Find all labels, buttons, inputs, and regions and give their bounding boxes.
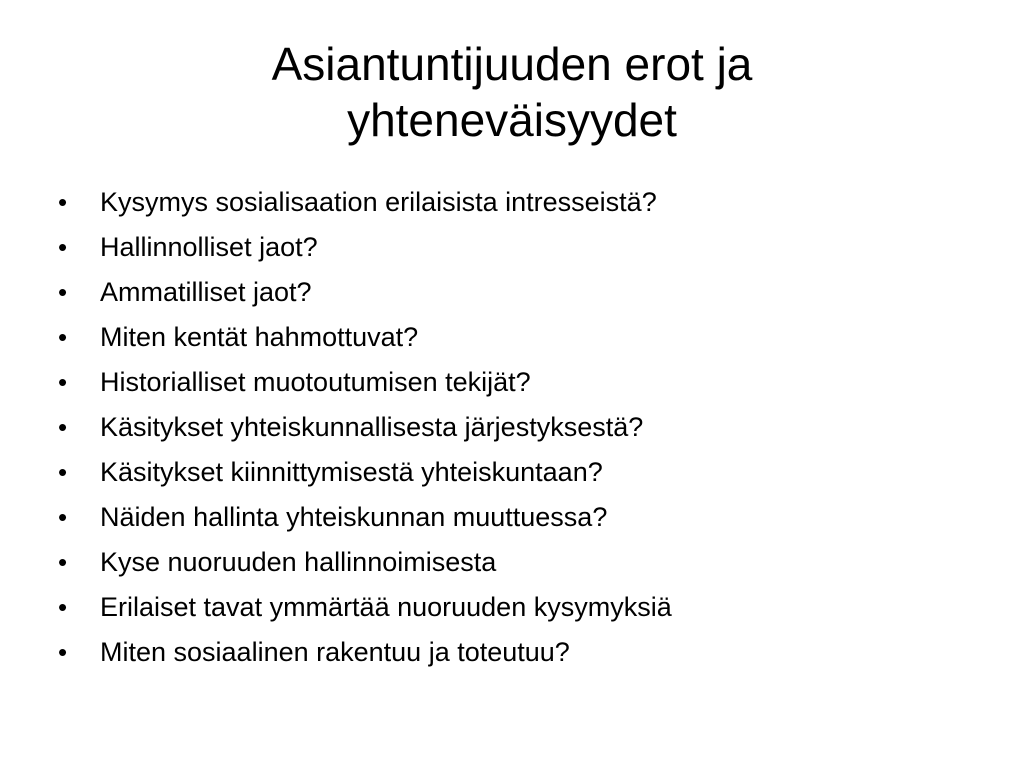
bullet-icon: • [58,547,68,577]
slide-title [120,36,904,148]
bullet-icon: • [58,187,68,217]
bullet-icon: • [58,322,68,352]
bullet-item [58,407,958,452]
bullet-item [58,362,958,407]
bullet-item [58,587,958,632]
bullet-text: Miten sosiaalinen rakentuu ja toteutuu? [100,637,570,667]
bullet-item [58,317,958,362]
bullet-icon: • [58,502,68,532]
bullet-text: Hallinnolliset jaot? [100,232,318,262]
bullet-icon: • [58,637,68,667]
bullet-icon: • [58,232,68,262]
bullet-text: Kysymys sosialisaation erilaisista intresseistä? [100,187,657,217]
bullet-item [58,452,958,497]
bullet-list [58,182,958,677]
bullet-item [58,497,958,542]
bullet-text: Näiden hallinta yhteiskunnan muuttuessa? [100,502,608,532]
bullet-text: Käsitykset kiinnittymisestä yhteiskuntaan? [100,457,603,487]
title-line-2: yhteneväisyydet [347,94,677,146]
bullet-text: Ammatilliset jaot? [100,277,312,307]
bullet-item [58,632,958,677]
bullet-text: Käsitykset yhteiskunnallisesta järjestyksestä? [100,412,644,442]
title-line-1: Asiantuntijuuden erot ja [271,38,753,90]
bullet-icon: • [58,367,68,397]
bullet-text: Kyse nuoruuden hallinnoimisesta [100,547,497,577]
bullet-text: Miten kentät hahmottuvat? [100,322,419,352]
bullet-item [58,542,958,587]
bullet-icon: • [58,277,68,307]
bullet-icon: • [58,412,68,442]
bullet-text: Historialliset muotoutumisen tekijät? [100,367,531,397]
bullet-text: Erilaiset tavat ymmärtää nuoruuden kysymyksiä [100,592,672,622]
bullet-item [58,182,958,227]
bullet-item [58,227,958,272]
bullet-icon: • [58,592,68,622]
bullet-icon: • [58,457,68,487]
bullet-item [58,272,958,317]
